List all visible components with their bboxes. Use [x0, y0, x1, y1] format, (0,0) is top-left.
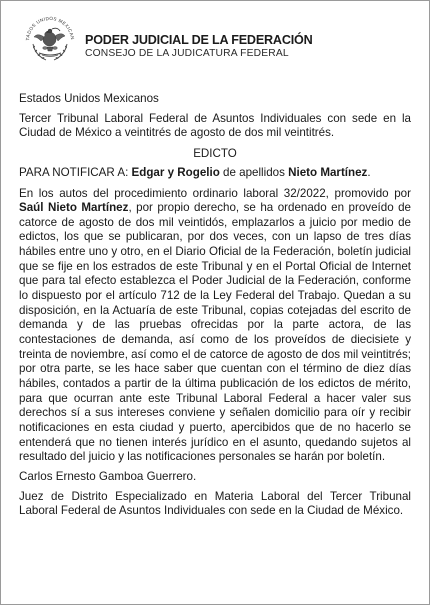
letterhead-text	[85, 33, 313, 60]
organization-title: PODER JUDICIAL DE LA FEDERACIÓN	[85, 33, 313, 47]
notify-middle: de apellidos	[219, 165, 289, 179]
country-line: Estados Unidos Mexicanos	[19, 92, 159, 105]
body-part-2: , por propio derecho, se ha ordenado en proveído de catorce de agosto de dos mil veintidós, emplazarlos a juicio por medio de edictos, los que se publicaran, por dos veces, con un lapso de tres días hábiles entre uno y otro, en el Diario Oficial de la Federación, boletín judicial que se fije en los estrados de este Tribunal y en el Portal Oficial de Internet que para tal efecto establezca el Poder Judicial de la Federación, conforme lo dispuesto por el artículo 712 de la Ley Federal del Trabajo. Quedan a su disposición, en la Actuaría de este Tribunal, copias cotejadas del escrito de demanda y de las pruebas ofrecidas por la parte actora, de las contestaciones de demanda, así como de los proveídos de diecisiete y treinta de noviembre, así como el de catorce de agosto de dos mil veintitrés; por otra parte, se les hace saber que cuentan con el término de diez días hábiles, contados a partir de la última publicación de los edictos de mérito, para que ocurran ante este Tribunal Laboral Federal a hacer valer sus derechos sí a sus intereses conviene y señalen domicilio para oír y recibir notificaciones en esta ciudad y puerto, apercibidos que de no hacerlo se entenderá que no tienen interés jurídico en el asunto, quedando sujetos al resultado del juicio y las notificaciones personales se harán por boletín.	[19, 201, 411, 464]
coat-of-arms-seal-icon	[19, 10, 81, 72]
notify-prefix: PARA NOTIFICAR A:	[19, 165, 132, 179]
promovente-name: Saúl Nieto Martínez	[19, 201, 129, 215]
notify-surnames: Nieto Martínez	[288, 165, 368, 179]
court-and-date-line: Tercer Tribunal Laboral Federal de Asuntos Individuales con sede en la Ciudad de México a veintitrés de agosto de dos mil veintitrés.	[19, 111, 411, 140]
seal-text: TADOS UNIDOS MEXICAN	[24, 15, 76, 41]
notify-suffix: .	[367, 165, 371, 179]
organization-subtitle: CONSEJO DE LA JUDICATURA FEDERAL	[85, 48, 289, 59]
notify-names: Edgar y Rogelio	[131, 165, 220, 179]
document-heading: EDICTO	[193, 147, 237, 161]
signer-title: Juez de Distrito Especializado en Materia Laboral del Tercer Tribunal Laboral Federal de Asuntos Individuales con sede en la Ciudad de México.	[19, 489, 411, 518]
letterhead	[19, 10, 419, 74]
edict-content	[19, 92, 411, 519]
notify-line	[19, 166, 411, 181]
edict-body	[19, 187, 411, 465]
body-part-1: En los autos del procedimiento ordinario laboral 32/2022, promovido por	[19, 186, 411, 200]
signer-name: Carlos Ernesto Gamboa Guerrero.	[19, 469, 197, 483]
